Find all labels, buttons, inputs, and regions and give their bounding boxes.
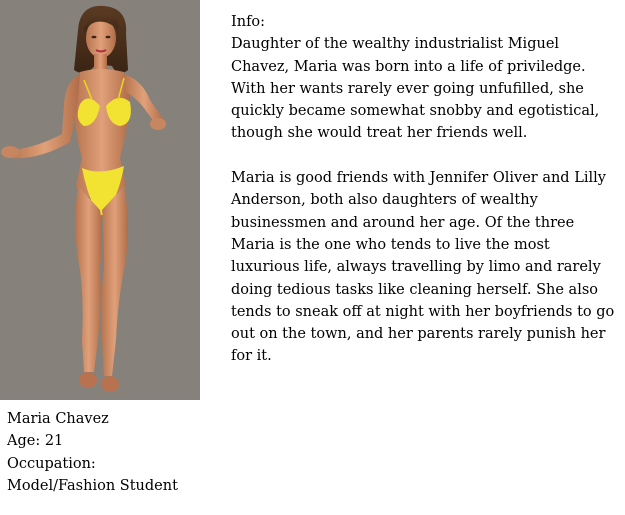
bio-paragraph-1: Daughter of the wealthy industrialist Miguel Chavez, Maria was born into a life of priviledge. With her wants rarely ever going unfufilled, she quickly became somewhat snobby and egotistical, though she would treat her friends well. — [231, 36, 600, 142]
bio-heading: Info: — [231, 14, 266, 30]
character-portrait — [0, 0, 200, 400]
bio-paragraph-2: Maria is good friends with Jennifer Oliver and Lilly Anderson, both also daughters of wealthy businessmen and around her age. Of the three Maria is the one who tends to live the most luxurious life, always travelling by limo and rarely doing tedious tasks like cleaning herself. She also tends to sneak off at night with her boyfriends to go out on the town, and her parents rarely punish her for it. — [231, 170, 615, 365]
occupation-label: Occupation: — [7, 455, 96, 472]
bio-text — [231, 11, 616, 368]
character-age: Age: 21 — [7, 433, 64, 450]
profile-caption — [7, 408, 207, 497]
character-name: Maria Chavez — [7, 411, 109, 427]
occupation-value: Model/Fashion Student — [7, 477, 178, 494]
character-render-image — [0, 0, 200, 400]
